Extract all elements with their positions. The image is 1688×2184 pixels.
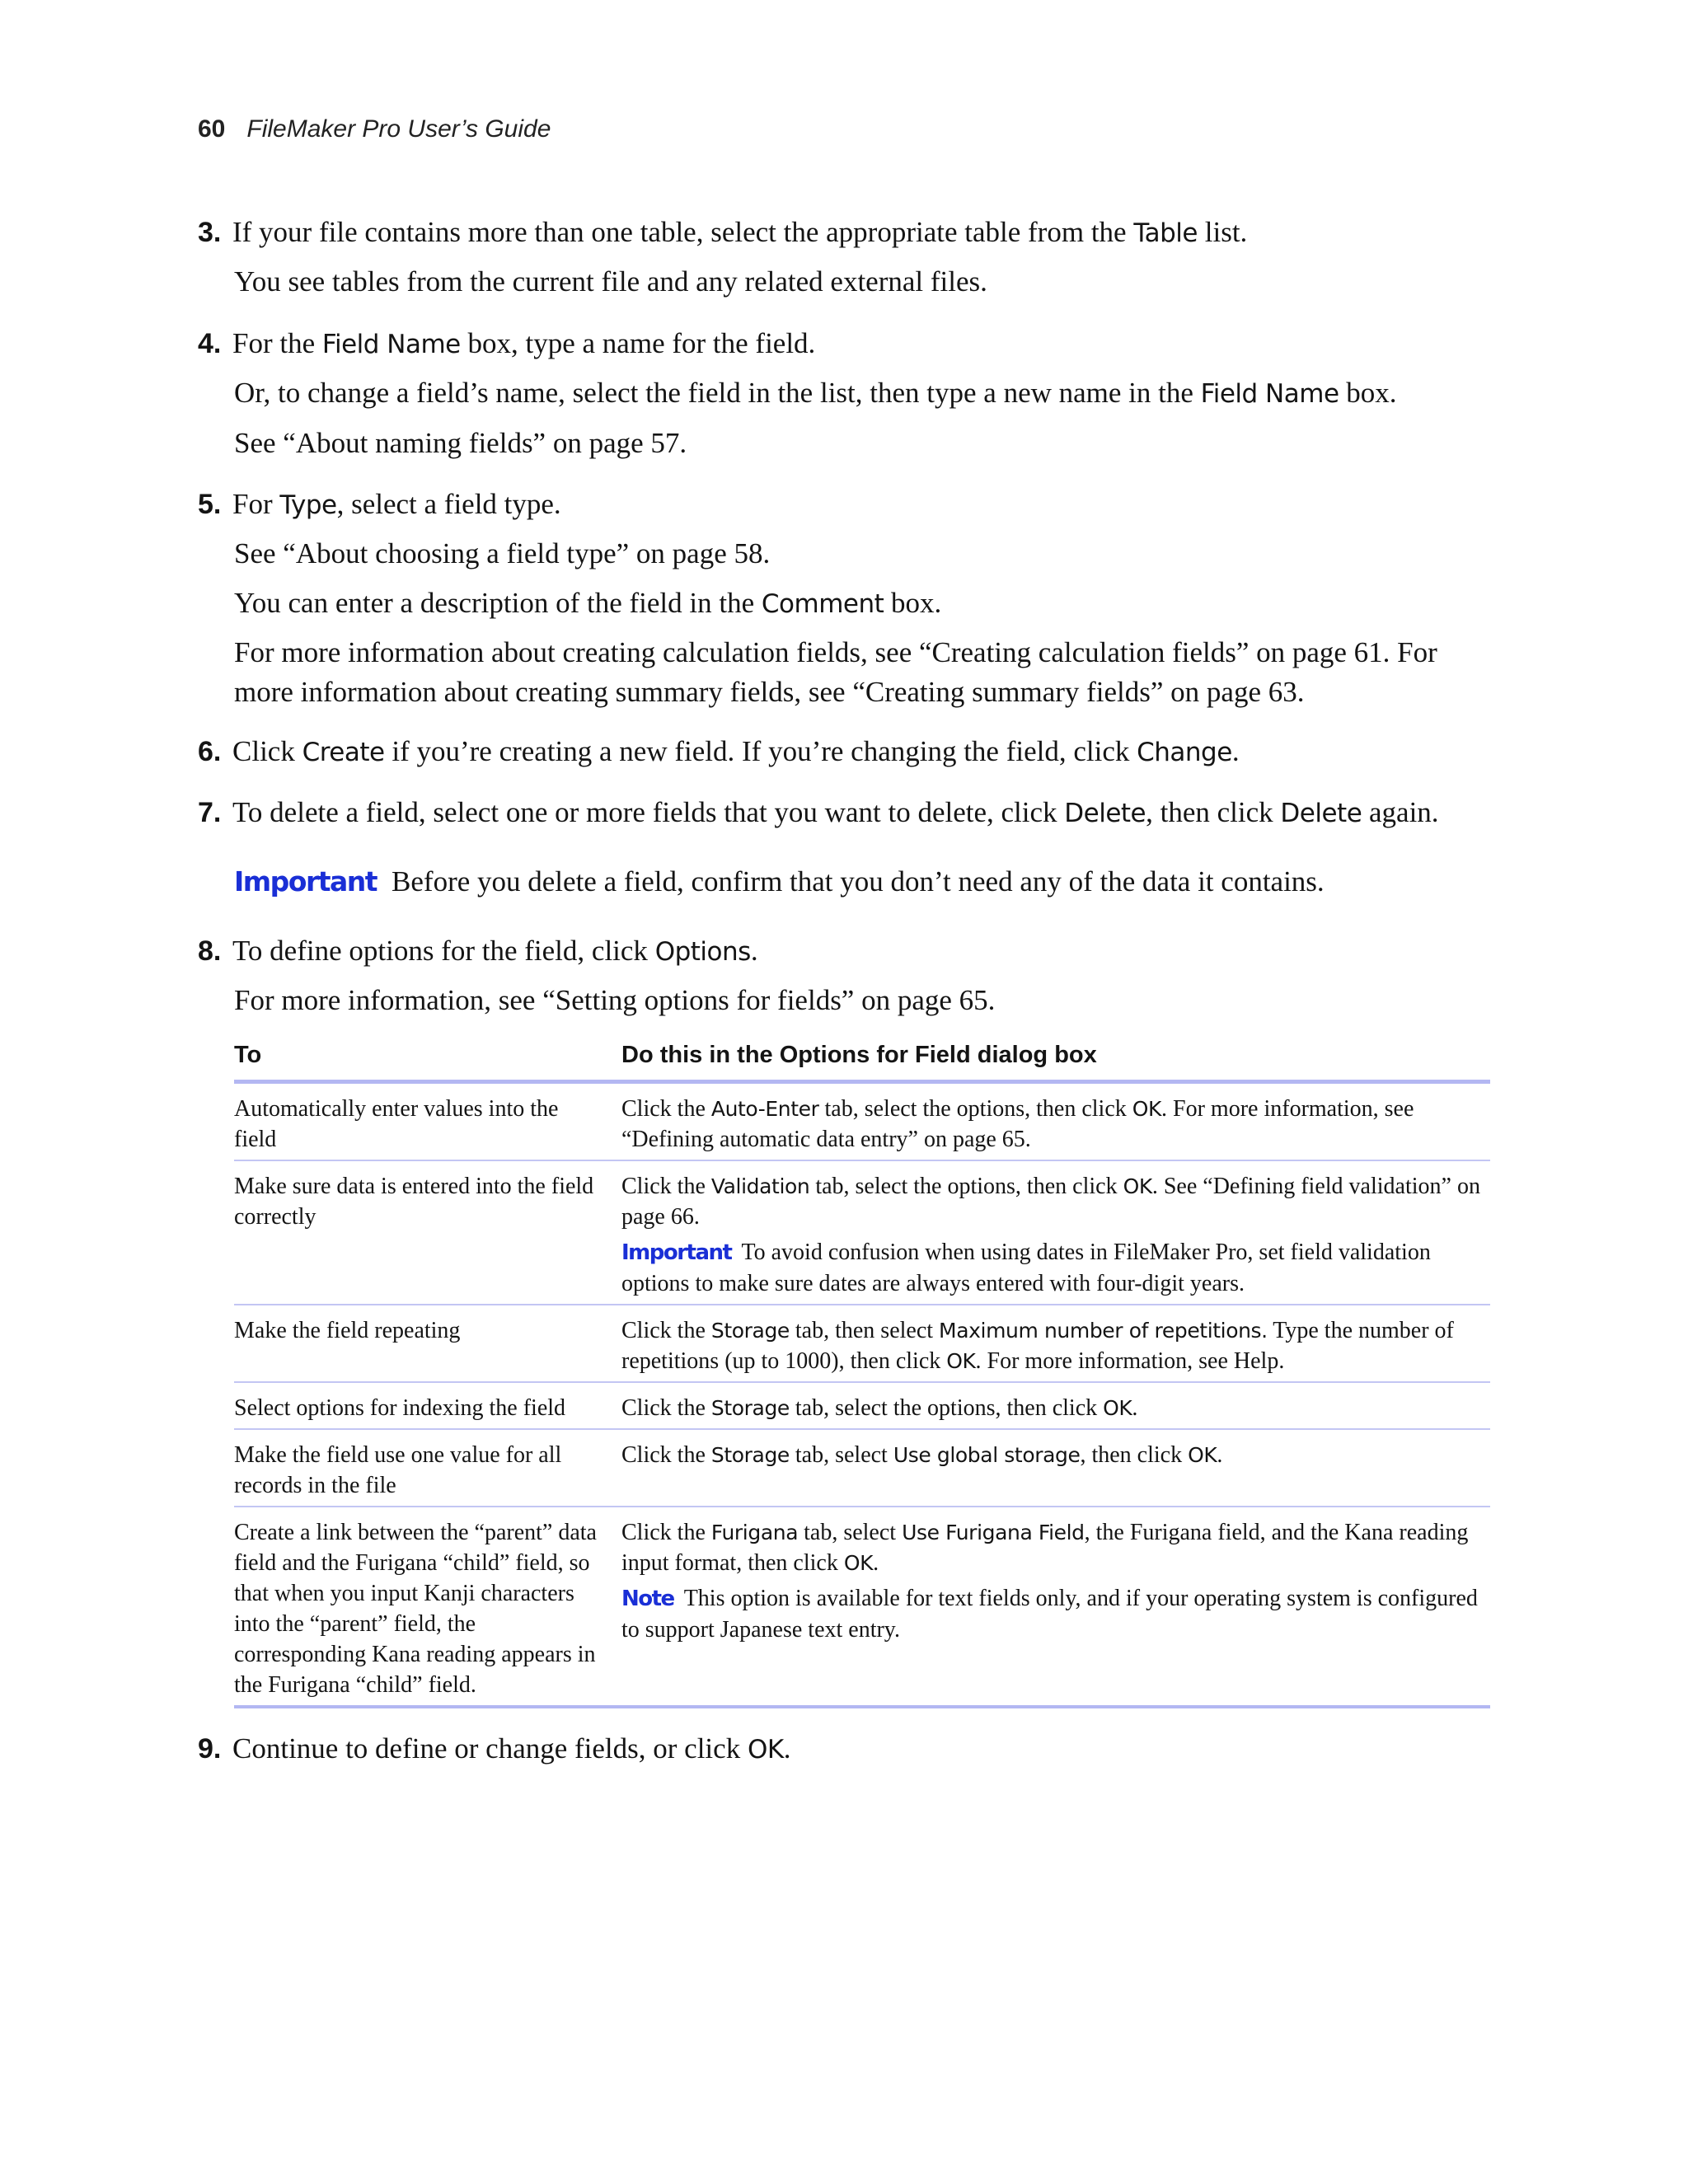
ui-term: Create	[302, 738, 385, 767]
ui-term: Field Name	[321, 330, 461, 359]
table-cell-action: Click the Auto-Enter tab, select the options, then click OK. For more information, see “Defining automatic data entry” on page 65.	[621, 1096, 1414, 1152]
step-number: 6.	[198, 736, 222, 767]
ui-term: Validation	[710, 1174, 810, 1198]
step-number: 5.	[198, 489, 222, 520]
ui-term: OK	[1132, 1097, 1162, 1121]
step-5-see-also: See “About choosing a field type” on page 58.	[234, 537, 771, 569]
table-row	[234, 1507, 1490, 1708]
step-7: 7. To delete a field, select one or more fields that you want to delete, click Delete, then click Delete again.	[198, 793, 1500, 833]
ui-term: Delete	[1280, 799, 1362, 828]
note-label: Note	[621, 1586, 674, 1611]
table-row	[234, 1305, 1490, 1383]
table-cell-action: Click the Validation tab, select the options, then click OK. See “Defining field validation” on page 66. Important To avoid confusion when using dates in FileMaker Pro, set field validation options to make sure dates are always entered with four-digit years.	[621, 1171, 1487, 1299]
table-cell-action: Click the Furigana tab, select Use Furigana Field, the Furigana field, and the Kana reading input format, then click OK. Note This option is available for text fields only, and if your operating system is configured to support Japanese text entry.	[621, 1517, 1487, 1645]
ui-term: Change	[1137, 738, 1232, 767]
ui-term: Use global storage	[893, 1443, 1081, 1467]
important-note: Important To avoid confusion when using dates in FileMaker Pro, set field validation options to make sure dates are always entered with four-digit years.	[621, 1240, 1431, 1296]
step-4-detail: Or, to change a field’s name, select the field in the list, then type a new name in the Field Name box.	[234, 377, 1397, 409]
table-cell-goal: Create a link between the “parent” data field and the Furigana “child” field, so that when you input Kanji characters into the “parent” field, the corresponding Kana reading appears in the Furigana “child” field.	[234, 1520, 597, 1698]
ui-term: Storage	[710, 1396, 790, 1420]
important-note: Important Before you delete a field, confirm that you don’t need any of the data it contains.	[234, 865, 1325, 898]
table-cell-goal: Make sure data is entered into the field correctly	[234, 1174, 594, 1230]
ui-term: Auto-Enter	[710, 1097, 819, 1121]
ui-term: Type	[279, 490, 337, 520]
step-3: 3. If your file contains more than one table, select the appropriate table from the Table list.	[198, 213, 1500, 253]
step-number: 4.	[198, 328, 222, 359]
note: Note This option is available for text fields only, and if your operating system is configured to support Japanese text entry.	[621, 1586, 1478, 1643]
table-cell-goal: Make the field repeating	[234, 1318, 461, 1343]
step-number: 8.	[198, 935, 222, 967]
ui-term: OK	[946, 1349, 976, 1373]
page-number: 60	[198, 115, 226, 143]
step-5-more-info: For more information about creating calculation fields, see “Creating calculation fields” on page 61. For more information about creating summary fields, see “Creating summary fields” on page 63.	[234, 636, 1437, 708]
step-8-see-also: For more information, see “Setting options for fields” on page 65.	[234, 984, 996, 1016]
important-label: Important	[621, 1240, 732, 1265]
table-row	[234, 1161, 1490, 1305]
table-cell-action: Click the Storage tab, then select Maximum number of repetitions. Type the number of repetitions (up to 1000), then click OK. For more information, see Help.	[621, 1318, 1454, 1374]
step-6: 6. Click Create if you’re creating a new field. If you’re changing the field, click Change.	[198, 732, 1500, 772]
ui-term: Use Furigana Field	[902, 1521, 1085, 1544]
step-4-see-also: See “About naming fields” on page 57.	[234, 427, 687, 459]
step-number: 9.	[198, 1733, 222, 1765]
table-cell-action: Click the Storage tab, select the options, then click OK.	[621, 1395, 1138, 1421]
ui-term: Furigana	[710, 1521, 799, 1544]
column-header-do-this: Do this in the Options for Field dialog box	[621, 1042, 1097, 1068]
table-cell-goal: Make the field use one value for all records in the file	[234, 1442, 562, 1498]
step-4: 4. For the Field Name box, type a name for the field.	[198, 324, 1500, 364]
step-5-comment: You can enter a description of the field in the Comment box.	[234, 587, 942, 619]
table-cell-action: Click the Storage tab, select Use global storage, then click OK.	[621, 1442, 1223, 1468]
page-header	[198, 115, 551, 143]
step-8: 8. To define options for the field, click Options.	[198, 931, 1500, 972]
options-table	[234, 1038, 1490, 1708]
ui-term: Delete	[1064, 799, 1146, 828]
table-cell-goal: Automatically enter values into the field	[234, 1096, 559, 1152]
ui-term: OK	[1188, 1443, 1217, 1467]
ui-term: Maximum number of repetitions.	[939, 1319, 1268, 1343]
table-row	[234, 1383, 1490, 1430]
step-number: 7.	[198, 797, 222, 828]
table-row	[234, 1084, 1490, 1161]
ui-term: OK	[747, 1735, 784, 1765]
step-number: 3.	[198, 217, 222, 248]
table-cell-goal: Select options for indexing the field	[234, 1395, 566, 1421]
step-3-detail: You see tables from the current file and any related external files.	[234, 265, 987, 298]
table-header	[234, 1038, 1490, 1084]
step-5: 5. For Type, select a field type.	[198, 485, 1500, 525]
ui-term: Options	[654, 937, 751, 967]
ui-term: Storage	[710, 1319, 790, 1343]
ui-term: OK	[1123, 1174, 1152, 1198]
ui-term: OK	[1103, 1396, 1132, 1420]
column-header-to: To	[234, 1042, 262, 1068]
step-9: 9. Continue to define or change fields, or click OK.	[198, 1729, 1500, 1769]
ui-term: Field Name	[1200, 379, 1339, 409]
important-label: Important	[234, 865, 377, 898]
ui-term: Table	[1133, 218, 1198, 248]
ui-term: Comment	[761, 589, 884, 619]
table-row	[234, 1430, 1490, 1507]
ui-term: OK	[843, 1551, 874, 1575]
ui-term: Storage	[710, 1443, 790, 1467]
guide-title: FileMaker Pro User’s Guide	[246, 115, 551, 143]
